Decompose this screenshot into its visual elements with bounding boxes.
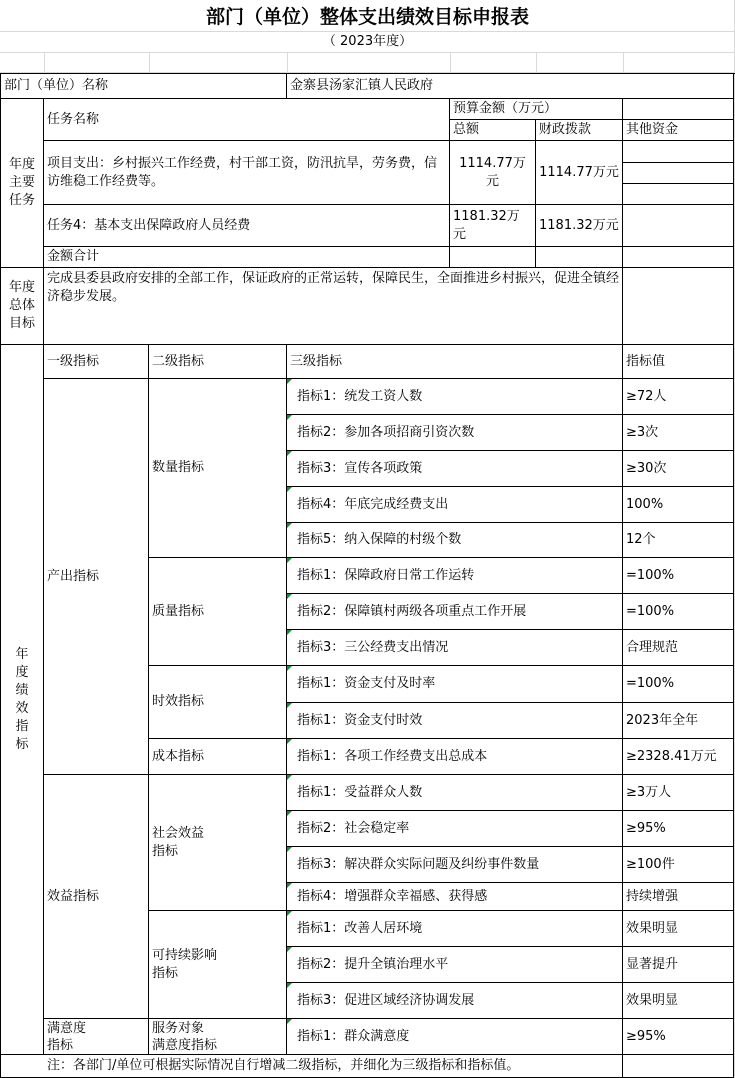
form-year: （ 2023年度） (322, 34, 413, 49)
dept-name: 金寨县汤家汇镇人民政府 (287, 74, 734, 99)
indicator-value: 12个 (623, 523, 734, 558)
indicator-name: 指标1：保障政府日常工作运转 (287, 558, 623, 594)
level1-benefit: 效益指标 (44, 775, 149, 1019)
level2-sustainable-impact: 可持续影响 指标 (149, 911, 287, 1019)
indicator-value: 效果明显 (623, 983, 734, 1019)
indicator-name: 指标1：各项工作经费支出总成本 (287, 739, 623, 775)
level2-service-satisfaction: 服务对象 满意度指标 (149, 1019, 287, 1055)
task-row-2-other (623, 205, 734, 247)
indicator-name: 指标1：资金支付及时率 (287, 666, 623, 703)
task-row-1-other-c (623, 184, 734, 205)
task-row-1-total: 1114.77万元 (450, 141, 536, 205)
indicator-name: 指标2：社会稳定率 (287, 811, 623, 847)
task-row-2-name: 任务4：基本支出保障政府人员经费 (44, 205, 450, 247)
indicator-name: 指标5：纳入保障的村级个数 (287, 523, 623, 558)
task-row-2-total: 1181.32万元 (450, 205, 536, 247)
overall-goal-text: 完成县委县政府安排的全部工作，保证政府的正常运转，保障民生，全面推进乡村振兴，促进全镇经济稳步发展。 (44, 268, 623, 345)
level2-quality: 质量指标 (149, 558, 287, 666)
indicator-value: 持续增强 (623, 883, 734, 911)
budget-header-blank (623, 99, 734, 120)
level1-output: 产出指标 (44, 379, 149, 775)
task-row-1-other-a (623, 141, 734, 163)
header-level1: 一级指标 (44, 345, 149, 379)
indicator-value: 效果明显 (623, 911, 734, 947)
level2-social-benefit: 社会效益 指标 (149, 775, 287, 911)
indicator-name: 指标2：参加各项招商引资次数 (287, 415, 623, 451)
header-level3: 三级指标 (287, 345, 623, 379)
task-row-2-fiscal: 1181.32万元 (536, 205, 623, 247)
indicator-value: ≥3万人 (623, 775, 734, 811)
indicator-name: 指标4：年底完成经费支出 (287, 487, 623, 523)
budget-header: 预算金额（万元） (450, 99, 623, 120)
col-fiscal: 财政拨款 (536, 120, 623, 141)
indicator-name: 指标1：改善人居环境 (287, 911, 623, 947)
col-total: 总额 (450, 120, 536, 141)
indicator-value: ≥2328.41万元 (623, 739, 734, 775)
indicator-value: =100% (623, 594, 734, 630)
level2-quantity: 数量指标 (149, 379, 287, 558)
indicator-name: 指标1：受益群众人数 (287, 775, 623, 811)
col-other: 其他资金 (623, 120, 734, 141)
task-row-1-other-b (623, 163, 734, 184)
overall-goal-label: 年度 总体 目标 (1, 268, 44, 345)
indicator-name: 指标3：解决群众实际问题及纠纷事件数量 (287, 847, 623, 883)
indicator-value: ≥95% (623, 1019, 734, 1055)
sum-other (623, 247, 734, 268)
indicator-value: =100% (623, 558, 734, 594)
indicator-name: 指标3：宣传各项政策 (287, 451, 623, 487)
indicator-name: 指标1：统发工资人数 (287, 379, 623, 415)
indicator-value: 2023年全年 (623, 703, 734, 739)
indicator-value: =100% (623, 666, 734, 703)
annual-tasks-label: 年度 主要 任务 (1, 99, 44, 268)
indicator-value: ≥100件 (623, 847, 734, 883)
indicator-value: ≥72人 (623, 379, 734, 415)
header-level2: 二级指标 (149, 345, 287, 379)
indicator-name: 指标2：提升全镇治理水平 (287, 947, 623, 983)
indicator-value: 合理规范 (623, 630, 734, 666)
indicator-value: ≥3次 (623, 415, 734, 451)
task-name-header: 任务名称 (44, 99, 450, 141)
indicator-value: ≥30次 (623, 451, 734, 487)
indicator-name: 指标3：三公经费支出情况 (287, 630, 623, 666)
indicator-name: 指标3：促进区域经济协调发展 (287, 983, 623, 1019)
level2-cost: 成本指标 (149, 739, 287, 775)
footnote: 注：各部门/单位可根据实际情况自行增减二级指标，并细化为三级指标和指标值。 (1, 1055, 623, 1078)
task-row-1-name: 项目支出：乡村振兴工作经费，村干部工资，防汛抗旱，劳务费，信访维稳工作经费等。 (44, 141, 450, 205)
overall-goal-blank (623, 268, 734, 345)
sum-fiscal (536, 247, 623, 268)
header-value: 指标值 (623, 345, 734, 379)
indicator-name: 指标4：增强群众幸福感、获得感 (287, 883, 623, 911)
level1-satisfaction: 满意度 指标 (44, 1019, 149, 1055)
dept-label: 部门（单位）名称 (1, 74, 287, 99)
form-title: 部门（单位）整体支出绩效目标申报表 (205, 6, 529, 28)
indicator-value: ≥95% (623, 811, 734, 847)
level2-timeliness: 时效指标 (149, 666, 287, 739)
indicator-name: 指标1：群众满意度 (287, 1019, 623, 1055)
indicator-name: 指标2：保障镇村两级各项重点工作开展 (287, 594, 623, 630)
indicator-name: 指标1：资金支付时效 (287, 703, 623, 739)
sum-label: 金额合计 (44, 247, 450, 268)
footnote-blank (623, 1055, 734, 1078)
indicator-value: 100% (623, 487, 734, 523)
sum-total (450, 247, 536, 268)
indicator-value: 显著提升 (623, 947, 734, 983)
task-row-1-fiscal: 1114.77万元 (536, 141, 623, 205)
performance-label: 年 度 绩 效 指 标 (1, 345, 44, 1055)
